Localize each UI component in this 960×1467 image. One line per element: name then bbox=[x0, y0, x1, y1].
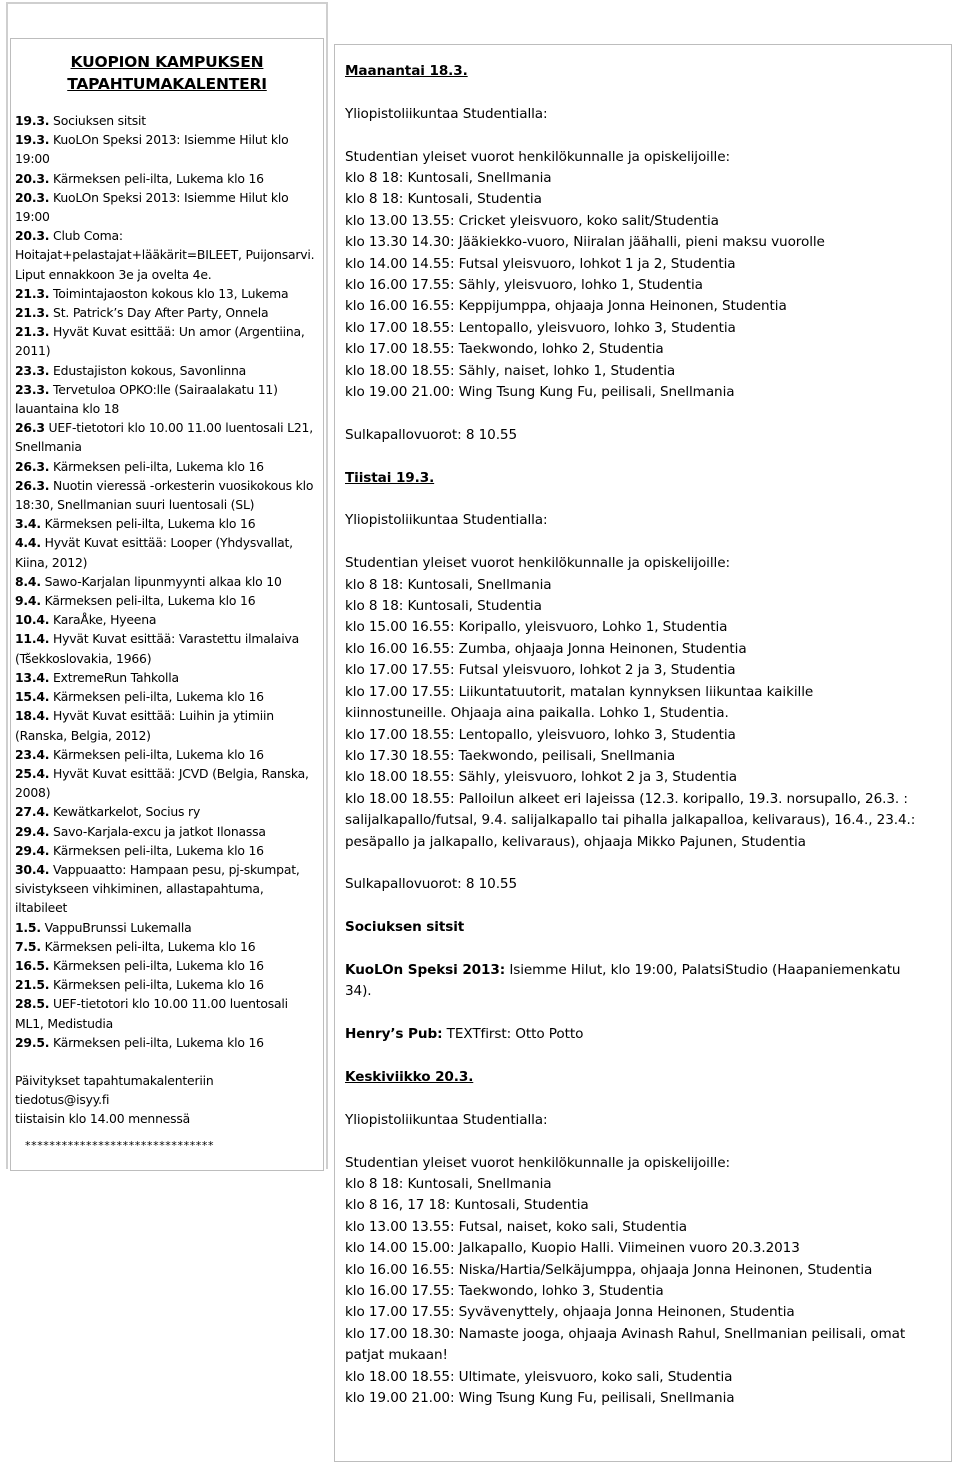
list-item bbox=[15, 591, 319, 610]
schedule-line: klo 8 18: Kuntosali, Studentia bbox=[345, 191, 542, 208]
list-item bbox=[15, 937, 319, 956]
schedule-line: klo 17.00 18.30: Namaste jooga, ohjaaja Avinash Rahul, Snellmanian peilisali, omat bbox=[345, 1325, 906, 1342]
schedule-line: klo 13.30 14.30: Jääkiekko-vuoro, Niiralan jäähalli, pieni maksu vuorolle bbox=[345, 234, 825, 251]
schedule-line: klo 19.00 21.00: Wing Tsung Kung Fu, peilisali, Snellmania bbox=[345, 384, 735, 401]
event-date: 27.4. bbox=[15, 804, 50, 820]
schedule-line: klo 8 16, 17 18: Kuntosali, Studentia bbox=[345, 1197, 589, 1214]
schedule-line: klo 13.00 13.55: Cricket yleisvuoro, koko salit/Studentia bbox=[345, 212, 719, 229]
list-item bbox=[15, 533, 319, 571]
event-text: Club Coma: Hoitajat+pelastajat+lääkärit=BILEET, Puijonsarvi. Liput ennakkoon 3e ja ovelta 4e. bbox=[15, 228, 315, 282]
event-text: Kärmeksen peli-ilta, Lukema klo 16 bbox=[44, 938, 256, 954]
wednesday-subheading: Yliopistoliikuntaa Studentialla: bbox=[345, 1111, 548, 1128]
schedule-line: klo 14.00 15.00: Jalkapallo, Kuopio Halli. Viimeinen vuoro 20.3.2013 bbox=[345, 1240, 800, 1257]
event-text: Kärmeksen peli-ilta, Lukema klo 16 bbox=[44, 516, 256, 532]
schedule-line: klo 18.00 18.55: Ultimate, yleisvuoro, koko sali, Studentia bbox=[345, 1368, 733, 1385]
calendar-title-line2: TAPAHTUMAKALENTERI bbox=[67, 75, 267, 93]
list-item bbox=[15, 514, 319, 533]
list-item bbox=[15, 188, 319, 226]
event-text: Sawo-Karjalan lipunmyynti alkaa klo 10 bbox=[44, 573, 282, 589]
schedule-line: klo 18.00 18.55: Sähly, yleisvuoro, lohkot 2 ja 3, Studentia bbox=[345, 769, 738, 786]
list-item bbox=[15, 994, 319, 1032]
wednesday-heading: Keskiviikko 20.3. bbox=[345, 1068, 474, 1085]
calendar-footer bbox=[11, 1071, 323, 1129]
event-date: 30.4. bbox=[15, 861, 50, 877]
event-date: 29.4. bbox=[15, 842, 50, 858]
event-date: 23.3. bbox=[15, 381, 50, 397]
schedule-line: klo 16.00 17.55: Taekwondo, lohko 3, Studentia bbox=[345, 1282, 664, 1299]
schedule-line: klo 17.00 18.55: Taekwondo, lohko 2, Studentia bbox=[345, 341, 664, 358]
event-text: Hyvät Kuvat esittää: Un amor (Argentiina, 2011) bbox=[15, 324, 305, 359]
list-item bbox=[15, 860, 319, 918]
star-divider: ******************************* bbox=[25, 1138, 215, 1152]
monday-badminton: Sulkapallovuorot: 8 10.55 bbox=[345, 426, 518, 443]
schedule-line: klo 15.00 16.55: Koripallo, yleisvuoro, Lohko 1, Studentia bbox=[345, 619, 728, 636]
monday-heading: Maanantai 18.3. bbox=[345, 63, 468, 79]
schedule-line: klo 17.30 18.55: Taekwondo, peilisali, Snellmania bbox=[345, 747, 676, 764]
event-text: UEF-tietotori klo 10.00 11.00 luentosali L21, Snellmania bbox=[15, 420, 313, 455]
event-text: Savo-Karjala-excu ja jatkot Ilonassa bbox=[53, 823, 266, 839]
schedule-line: klo 17.00 17.55: Futsal yleisvuoro, lohkot 2 ja 3, Studentia bbox=[345, 662, 736, 679]
list-item bbox=[15, 706, 319, 744]
schedule-line: klo 18.00 18.55: Sähly, naiset, lohko 1, Studentia bbox=[345, 362, 676, 379]
schedule-line: Studentian yleiset vuorot henkilökunnalle ja opiskelijoille: bbox=[345, 148, 730, 165]
event-date: 20.3. bbox=[15, 228, 50, 244]
list-item bbox=[15, 111, 319, 130]
kuolo-event-title: KuoLOn Speksi 2013: bbox=[345, 961, 506, 978]
list-item bbox=[15, 745, 319, 764]
event-text: Kärmeksen peli-ilta, Lukema klo 16 bbox=[53, 746, 264, 762]
event-text: Nuotin vieressä -orkesterin vuosikokous klo 18:30, Snellmanian suuri luentosali (SL) bbox=[15, 477, 314, 513]
event-list bbox=[11, 111, 323, 1052]
event-text: UEF-tietotori klo 10.00 11.00 luentosali ML1, Medistudia bbox=[15, 996, 288, 1031]
event-text: Hyvät Kuvat esittää: JCVD (Belgia, Ranska, 2008) bbox=[15, 765, 309, 801]
list-item bbox=[15, 668, 319, 687]
event-text: KuoLOn Speksi 2013: Isiemme Hilut klo 19:00 bbox=[15, 132, 289, 167]
sports-schedule bbox=[334, 44, 952, 1462]
henry-event-title: Henry’s Pub: bbox=[345, 1026, 443, 1043]
event-text: Kärmeksen peli-ilta, Lukema klo 16 bbox=[53, 689, 264, 705]
list-item bbox=[15, 918, 319, 937]
schedule-line: klo 14.00 14.55: Futsal yleisvuoro, lohkot 1 ja 2, Studentia bbox=[345, 255, 736, 272]
event-text: Hyvät Kuvat esittää: Varastettu ilmalaiva (Tšekkoslovakia, 1966) bbox=[15, 631, 300, 666]
event-date: 19.3. bbox=[15, 132, 50, 148]
schedule-line: klo 8 18: Kuntosali, Snellmania bbox=[345, 1175, 552, 1192]
event-date: 21.3. bbox=[15, 305, 50, 321]
schedule-line: klo 16.00 16.55: Niska/Hartia/Selkäjumppa, ohjaaja Jonna Heinonen, Studentia bbox=[345, 1261, 873, 1278]
list-item bbox=[15, 284, 319, 303]
list-item bbox=[15, 418, 319, 456]
event-date: 7.5. bbox=[15, 938, 41, 954]
list-item bbox=[15, 322, 319, 360]
contact-email[interactable]: tiedotus@isyy.fi bbox=[15, 1092, 110, 1108]
henry-event bbox=[345, 1024, 951, 1045]
event-date: 3.4. bbox=[15, 516, 41, 532]
list-item bbox=[15, 361, 319, 380]
schedule-line: klo 17.00 18.55: Lentopallo, yleisvuoro, lohko 3, Studentia bbox=[345, 726, 736, 743]
list-item bbox=[15, 303, 319, 322]
event-text: KaraÅke, Hyeena bbox=[53, 612, 157, 628]
event-date: 11.4. bbox=[15, 631, 50, 647]
list-item bbox=[15, 802, 319, 821]
schedule-line: klo 17.00 18.55: Lentopallo, yleisvuoro, lohko 3, Studentia bbox=[345, 319, 736, 336]
schedule-line: klo 18.00 18.55: Palloilun alkeet eri lajeissa (12.3. koripallo, 19.3. norsupallo, 26.3. : bbox=[345, 790, 908, 807]
schedule-line: salijalkapallo/futsal, 9.4. salijalkapallo tai pihalla jalkapalloa, kelivaraus), 16.4., 23.4.: bbox=[345, 812, 916, 829]
event-text: Kärmeksen peli-ilta, Lukema klo 16 bbox=[53, 977, 264, 993]
schedule-line: klo 8 18: Kuntosali, Studentia bbox=[345, 598, 542, 615]
event-date: 16.5. bbox=[15, 957, 50, 973]
event-calendar bbox=[10, 38, 324, 1171]
event-text: Kärmeksen peli-ilta, Lukema klo 16 bbox=[53, 170, 264, 186]
event-date: 20.3. bbox=[15, 189, 50, 205]
event-text: ExtremeRun Tahkolla bbox=[53, 669, 179, 685]
calendar-title-line1: KUOPION KAMPUKSEN bbox=[70, 53, 264, 71]
event-date: 15.4. bbox=[15, 689, 50, 705]
event-date: 4.4. bbox=[15, 535, 41, 551]
event-text: Kärmeksen peli-ilta, Lukema klo 16 bbox=[44, 593, 256, 609]
list-item bbox=[15, 610, 319, 629]
event-date: 28.5. bbox=[15, 996, 50, 1012]
monday-schedule bbox=[345, 147, 951, 404]
wednesday-schedule bbox=[345, 1153, 951, 1410]
event-date: 29.5. bbox=[15, 1034, 50, 1050]
list-item bbox=[15, 822, 319, 841]
monday-subheading: Yliopistoliikuntaa Studentialla: bbox=[345, 105, 548, 122]
schedule-line: klo 19.00 21.00: Wing Tsung Kung Fu, peilisali, Snellmania bbox=[345, 1389, 735, 1406]
event-text: Kewätkarkelot, Socius ry bbox=[53, 804, 201, 820]
event-date: 21.5. bbox=[15, 977, 50, 993]
event-date: 29.4. bbox=[15, 823, 50, 839]
event-text: Kärmeksen peli-ilta, Lukema klo 16 bbox=[53, 1034, 264, 1050]
event-date: 13.4. bbox=[15, 669, 50, 685]
event-text: KuoLOn Speksi 2013: Isiemme Hilut klo 19:00 bbox=[15, 189, 289, 225]
event-text: Kärmeksen peli-ilta, Lukema klo 16 bbox=[53, 842, 264, 858]
event-date: 23.3. bbox=[15, 362, 50, 378]
list-item bbox=[15, 457, 319, 476]
event-date: 9.4. bbox=[15, 593, 41, 609]
event-date: 23.4. bbox=[15, 746, 50, 762]
schedule-line: klo 16.00 16.55: Keppijumppa, ohjaaja Jonna Heinonen, Studentia bbox=[345, 298, 787, 315]
socius-event: Sociuksen sitsit bbox=[345, 919, 465, 936]
schedule-line: Studentian yleiset vuorot henkilökunnalle ja opiskelijoille: bbox=[345, 1154, 730, 1171]
event-date: 8.4. bbox=[15, 573, 41, 589]
kuolo-event-details: Isiemme Hilut, klo 19:00, PalatsiStudio (Haapaniemenkatu bbox=[505, 961, 901, 978]
event-text: Hyvät Kuvat esittää: Luihin ja ytimiin (Ranska, Belgia, 2012) bbox=[15, 708, 274, 743]
schedule-line: klo 8 18: Kuntosali, Snellmania bbox=[345, 170, 552, 186]
tuesday-heading: Tiistai 19.3. bbox=[345, 469, 435, 486]
event-text: St. Patrick’s Day After Party, Onnela bbox=[53, 305, 269, 321]
list-item bbox=[15, 1033, 319, 1052]
tuesday-badminton: Sulkapallovuorot: 8 10.55 bbox=[345, 876, 518, 893]
list-item bbox=[15, 764, 319, 802]
event-text: Kärmeksen peli-ilta, Lukema klo 16 bbox=[53, 458, 264, 474]
event-date: 25.4. bbox=[15, 765, 50, 781]
schedule-line: pesäpallo ja jalkapallo, kelivaraus), ohjaaja Mikko Pajunen, Studentia bbox=[345, 833, 806, 850]
tuesday-subheading: Yliopistoliikuntaa Studentialla: bbox=[345, 512, 548, 529]
event-text: Edustajiston kokous, Savonlinna bbox=[53, 362, 247, 378]
schedule-line: klo 16.00 17.55: Sähly, yleisvuoro, lohko 1, Studentia bbox=[345, 277, 703, 294]
event-date: 26.3. bbox=[15, 458, 50, 474]
kuolo-event bbox=[345, 960, 951, 981]
schedule-line: klo 8 18: Kuntosali, Snellmania bbox=[345, 576, 552, 593]
deadline-note: tiistaisin klo 14.00 mennessä bbox=[15, 1111, 191, 1127]
event-date: 26.3. bbox=[15, 477, 50, 493]
event-date: 1.5. bbox=[15, 919, 41, 935]
schedule-line: patjat mukaan! bbox=[345, 1347, 448, 1364]
list-item bbox=[15, 975, 319, 994]
event-text: Sociuksen sitsit bbox=[53, 113, 146, 128]
list-item bbox=[15, 956, 319, 975]
event-text: Kärmeksen peli-ilta, Lukema klo 16 bbox=[53, 957, 264, 973]
event-text: VappuBrunssi Lukemalla bbox=[44, 919, 192, 935]
kuolo-event-details-2: 34). bbox=[345, 983, 372, 1000]
schedule-line: kiinnostuneille. Ohjaaja aina paikalla. Lohko 1, Studentia. bbox=[345, 705, 729, 722]
event-text: Vappuaatto: Hampaan pesu, pj-skumpat, sivistykseen vihkiminen, allastapahtuma, iltabileet bbox=[15, 861, 300, 916]
list-item bbox=[15, 169, 319, 188]
list-item bbox=[15, 130, 319, 168]
event-date: 19.3. bbox=[15, 113, 50, 128]
schedule-line: klo 13.00 13.55: Futsal, naiset, koko sali, Studentia bbox=[345, 1218, 687, 1235]
calendar-title bbox=[11, 51, 323, 95]
event-date: 10.4. bbox=[15, 612, 50, 628]
schedule-line: Studentian yleiset vuorot henkilökunnalle ja opiskelijoille: bbox=[345, 555, 730, 572]
event-date: 18.4. bbox=[15, 708, 50, 724]
list-item bbox=[15, 476, 319, 514]
list-item bbox=[15, 380, 319, 418]
list-item bbox=[15, 226, 319, 284]
tuesday-schedule bbox=[345, 553, 951, 853]
list-item bbox=[15, 572, 319, 591]
schedule-line: klo 17.00 17.55: Liikuntatuutorit, matalan kynnyksen liikuntaa kaikille bbox=[345, 683, 814, 700]
henry-event-details: TEXTfirst: Otto Potto bbox=[442, 1026, 584, 1043]
event-text: Toimintajaoston kokous klo 13, Lukema bbox=[53, 285, 289, 301]
schedule-line: klo 16.00 16.55: Zumba, ohjaaja Jonna Heinonen, Studentia bbox=[345, 640, 747, 657]
footer-note: Päivitykset tapahtumakalenteriin bbox=[15, 1072, 214, 1088]
event-date: 21.3. bbox=[15, 285, 50, 301]
schedule-line: klo 17.00 17.55: Syvävenyttely, ohjaaja Jonna Heinonen, Studentia bbox=[345, 1304, 795, 1321]
event-date: 20.3. bbox=[15, 170, 50, 186]
list-item bbox=[15, 841, 319, 860]
event-text: Tervetuloa OPKO:lle (Sairaalakatu 11) lauantaina klo 18 bbox=[15, 381, 278, 417]
list-item bbox=[15, 629, 319, 667]
event-date: 21.3. bbox=[15, 324, 50, 340]
list-item bbox=[15, 687, 319, 706]
event-date: 26.3 bbox=[15, 420, 45, 436]
event-text: Hyvät Kuvat esittää: Looper (Yhdysvallat, Kiina, 2012) bbox=[15, 535, 293, 570]
